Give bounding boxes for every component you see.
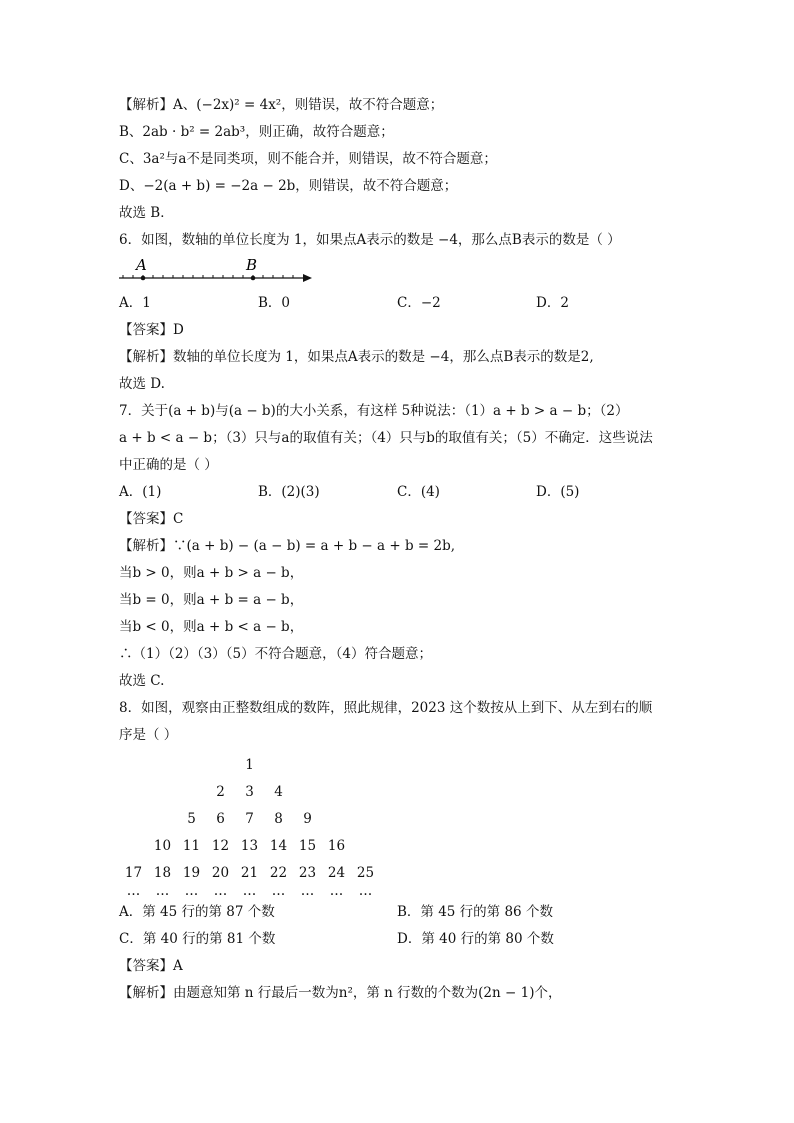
q8-stem-2: 序是（ ） xyxy=(119,727,178,743)
analysis-line-c: C、3a²与a不是同类项，则不能合并，则错误，故不符合题意； xyxy=(119,151,497,167)
pyramid-number: 18 xyxy=(153,865,172,881)
pyramid-number: 20 xyxy=(211,865,230,881)
point-a-label: A xyxy=(136,256,147,274)
pyramid-number: 21 xyxy=(240,865,259,881)
q7-stem-3: 中正确的是（ ） xyxy=(119,457,218,473)
q7-choices xyxy=(119,479,719,506)
analysis-line-d: D、−2(a + b) = −2a − 2b，则错误，故不符合题意； xyxy=(119,178,458,194)
pyramid-ellipsis: … xyxy=(184,883,199,899)
pyramid-number: 9 xyxy=(303,811,312,827)
q7-choice-c: C．(4) xyxy=(397,484,440,500)
pyramid-ellipsis: … xyxy=(213,883,228,899)
q7-analysis-5: ∴（1）（2）（3）（5）不符合题意，（4）符合题意； xyxy=(119,646,432,662)
q8-stem-1: 8．如图，观察由正整数组成的数阵，照此规律，2023 这个数按从上到下、从左到右的顺 xyxy=(119,700,653,716)
conclusion-line: 故选 B． xyxy=(119,205,174,221)
q6-conclusion: 故选 D. xyxy=(119,376,165,392)
pyramid-number: 25 xyxy=(356,865,375,881)
pyramid-ellipsis: … xyxy=(329,883,344,899)
q7-stem-2: a + b < a − b；（3）只与a的取值有关；（4）只与b的取值有关；（5）不确定．这些说法 xyxy=(119,430,653,446)
pyramid-number: 24 xyxy=(327,865,346,881)
pyramid-ellipsis: … xyxy=(271,883,286,899)
pyramid-number: 5 xyxy=(187,811,196,827)
point-b-label: B xyxy=(246,256,258,274)
analysis-line-b: B、2ab · b² = 2ab³，则正确，故符合题意； xyxy=(119,124,394,140)
analysis-line-a: 【解析】A、(−2x)² = 4x²，则错误，故不符合题意； xyxy=(119,97,444,113)
q8-answer: 【答案】A xyxy=(119,958,183,974)
pyramid-ellipsis: … xyxy=(358,883,373,899)
q7-analysis-4: 当b < 0，则a + b < a − b， xyxy=(119,619,304,635)
q7-choice-b: B．(2)(3) xyxy=(258,484,320,500)
q7-analysis-2: 当b > 0，则a + b > a − b， xyxy=(119,565,304,581)
q8-analysis: 【解析】由题意知第 n 行最后一数为n²，第 n 行数的个数为(2n − 1)个， xyxy=(119,985,562,1001)
number-line-svg xyxy=(119,254,319,290)
pyramid-number: 4 xyxy=(274,784,283,800)
q7-analysis-1: 【解析】∵(a + b) − (a − b) = a + b − a + b = 2b, xyxy=(119,538,456,554)
pyramid-number: 15 xyxy=(298,838,317,854)
q7-choice-a: A．(1) xyxy=(119,484,162,500)
q7-analysis-3: 当b = 0，则a + b = a − b， xyxy=(119,592,304,608)
pyramid-ellipsis: … xyxy=(155,883,170,899)
number-line-figure xyxy=(119,254,719,290)
q8-choice-b: B．第 45 行的第 86 个数 xyxy=(397,904,553,920)
axis-arrow xyxy=(303,274,312,282)
point-b-dot xyxy=(251,276,256,281)
q6-choices xyxy=(119,290,719,317)
pyramid-number: 17 xyxy=(124,865,143,881)
q6-stem: 6．如图，数轴的单位长度为 1，如果点A表示的数是 −4，那么点B表示的数是（ ） xyxy=(119,232,621,248)
q7-conclusion: 故选 C. xyxy=(119,673,165,689)
q8-choices-row-2 xyxy=(119,926,719,953)
q7-stem-1: 7．关于(a + b)与(a − b)的大小关系，有这样 5种说法：（1）a + b > a − b；（2） xyxy=(119,403,629,419)
q8-choice-c: C．第 40 行的第 81 个数 xyxy=(119,931,276,947)
q6-analysis: 【解析】数轴的单位长度为 1，如果点A表示的数是 −4，那么点B表示的数是2, xyxy=(119,349,594,365)
pyramid-number: 13 xyxy=(240,838,259,854)
pyramid-number: 3 xyxy=(245,784,254,800)
pyramid-number: 2 xyxy=(216,784,225,800)
pyramid-number: 6 xyxy=(216,811,225,827)
q6-answer: 【答案】D xyxy=(119,322,184,338)
q6-choice-d: D．2 xyxy=(536,295,569,311)
pyramid-number: 7 xyxy=(245,811,254,827)
q7-choice-d: D．(5) xyxy=(536,484,580,500)
document-page xyxy=(119,92,719,1007)
pyramid-number: 10 xyxy=(153,838,172,854)
point-a-dot xyxy=(141,276,146,281)
pyramid-number: 12 xyxy=(211,838,230,854)
q8-choice-d: D．第 40 行的第 80 个数 xyxy=(397,931,554,947)
pyramid-number: 16 xyxy=(327,838,346,854)
q8-choices-row-1 xyxy=(119,899,719,926)
pyramid-ellipsis: … xyxy=(300,883,315,899)
pyramid-ellipsis: … xyxy=(126,883,141,899)
q6-choice-b: B．0 xyxy=(258,295,291,311)
pyramid-number: 11 xyxy=(182,838,201,854)
pyramid-number: 23 xyxy=(298,865,317,881)
q6-choice-c: C．−2 xyxy=(397,295,441,311)
q6-choice-a: A．1 xyxy=(119,295,151,311)
pyramid-number: 1 xyxy=(245,757,254,773)
q7-answer: 【答案】C xyxy=(119,511,184,527)
number-pyramid xyxy=(119,749,719,899)
pyramid-number: 8 xyxy=(274,811,283,827)
q8-choice-a: A．第 45 行的第 87 个数 xyxy=(119,904,275,920)
pyramid-ellipsis: … xyxy=(242,883,257,899)
pyramid-number: 22 xyxy=(269,865,288,881)
pyramid-number: 19 xyxy=(182,865,201,881)
pyramid-number: 14 xyxy=(269,838,288,854)
